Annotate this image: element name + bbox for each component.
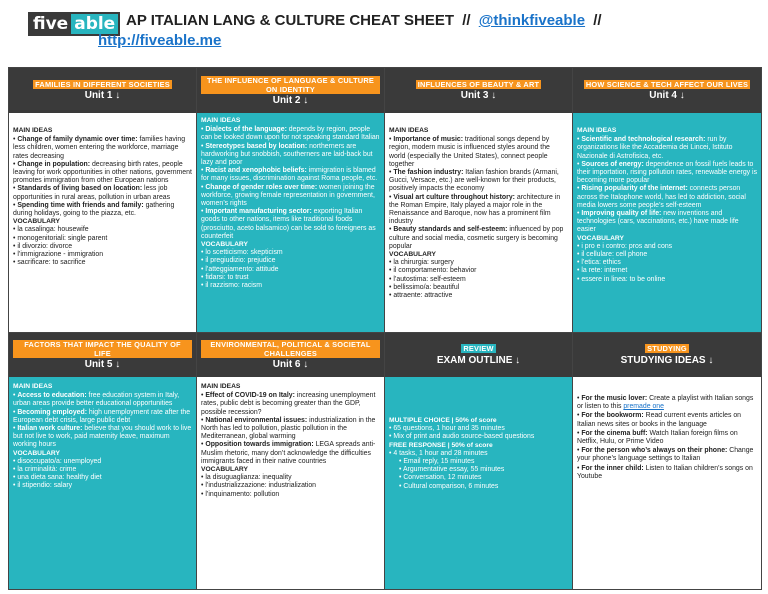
title-separator: // [462, 12, 471, 29]
main-idea: • Scientific and technological research: run by organizations like the Accademia dei Lincei, Istituto Nazionale di Astrofisica, etc. [577, 136, 733, 160]
unit-number: Unit 6 ↓ [272, 359, 309, 370]
unit-5-card [9, 332, 197, 589]
vocab-item: • sacrificare: to sacrifice [13, 259, 86, 267]
main-idea: • National environmental issues: industrialization in the North has led to pollution, plastic pollution in the Mediterranean, global warming [201, 416, 376, 441]
unit-number: Unit 1 ↓ [84, 90, 121, 101]
unit-content [9, 113, 196, 332]
unit-header [573, 68, 761, 113]
vocab-item: • il divorzio: divorce [13, 242, 73, 250]
vocab-item: • fidarsi: to trust [201, 273, 249, 281]
vocabulary-label: VOCABULARY [577, 234, 624, 242]
vocab-item: • la chirurgia: surgery [389, 259, 454, 267]
units-row-1 [9, 68, 761, 332]
studying-tag: STUDYING [647, 344, 687, 353]
unit-number: Unit 4 ↓ [649, 90, 685, 101]
vocab-item: • la casalinga: housewife [13, 226, 89, 234]
main-idea: • Effect of COVID-19 on Italy: increasing unemployment rates, public debt is becoming greater than the GDP, possible recession? [201, 392, 376, 416]
unit-content [385, 113, 572, 332]
vocab-item: • il razzismo: racism [201, 282, 262, 290]
exam-outline-card [385, 332, 573, 589]
vocab-item: • bellissimo/a: beautiful [389, 283, 460, 291]
unit-header [197, 68, 384, 113]
study-idea: • For the inner child: Listen to Italian children’s songs on Youtube [577, 464, 753, 480]
vocabulary-label: VOCABULARY [13, 218, 60, 226]
vocab-item: • il cellulare: cell phone [577, 251, 648, 259]
page-header [0, 0, 768, 60]
studying-ideas-card [573, 332, 761, 589]
logo-part-five: five [30, 14, 71, 34]
main-ideas-label: MAIN IDEAS [201, 383, 241, 390]
main-idea: • Access to education: free education system in Italy, urban areas provide better educational opportunities [13, 392, 180, 408]
exam-sub-item: • Cultural comparison, 6 minutes [399, 482, 499, 490]
vocab-item: • una dieta sana: healthy diet [13, 474, 102, 482]
main-idea: • Beauty standards and self-esteem: influenced by pop culture and social media, cosmetic surgery is becoming popular [389, 226, 564, 250]
vocab-item: • monogenitoriali: single parent [13, 234, 108, 242]
vocab-item: • la criminalità: crime [13, 466, 77, 474]
unit-header [197, 332, 384, 377]
main-idea: • Change of family dynamic over time: families having less children, women entering the workforce, marriage rates decreasing [13, 136, 186, 160]
vocabulary-label: VOCABULARY [201, 241, 248, 249]
unit-3-card [385, 68, 573, 332]
unit-title: INFLUENCES OF BEAUTY & ART [417, 80, 540, 89]
unit-title: FAMILIES IN DIFFERENT SOCIETIES [35, 80, 170, 89]
study-idea: • For the person who’s always on their phone: Change your phone’s language settings to Italian [577, 447, 754, 463]
main-idea: • The fashion industry: Italian fashion brands (Armani, Gucci, Versace, etc.) are well-known for their products, positively impacts the economy [389, 169, 559, 193]
exam-outline-content [385, 377, 572, 589]
vocab-item: • il pregiudizio: prejudice [201, 257, 276, 265]
main-ideas-label: MAIN IDEAS [201, 117, 241, 124]
unit-content [573, 113, 761, 332]
premade-playlist-link[interactable]: premade one [623, 403, 664, 411]
twitter-handle-link[interactable]: @thinkfiveable [478, 12, 586, 29]
main-idea: • Visual art culture throughout history: architecture in the Roman Empire, Italy played a major role in the Renaissance and Baroque, now has a prominent film industry [389, 193, 561, 226]
vocab-item: • essere in linea: to be online [577, 275, 666, 283]
unit-title: THE INFLUENCE OF LANGUAGE & CULTURE ON IDENTITY [201, 76, 380, 94]
unit-number: Unit 3 ↓ [460, 90, 497, 101]
review-tag: REVIEW [463, 344, 494, 353]
main-idea: • Change of gender roles over time: women joining the workforce, growing female representation in government, women’s rights [201, 183, 375, 208]
unit-header [9, 68, 196, 113]
unit-6-card [197, 332, 385, 589]
unit-1-card [9, 68, 197, 332]
vocab-item: • l’industrializzazione: industrialization [201, 482, 317, 490]
vocab-item: • il comportamento: behavior [389, 267, 477, 275]
review-header [385, 332, 572, 377]
main-idea: • Becoming employed: high unemployment rate after the European debt crisis, large public debt [13, 408, 191, 424]
cheat-sheet-grid [8, 67, 762, 590]
exam-sub-item: • Argumentative essay, 55 minutes [399, 466, 505, 474]
study-idea: • For the bookworm: Read current events articles on Italian news sites or books in the language [577, 412, 742, 428]
unit-number: Unit 2 ↓ [272, 94, 309, 106]
multiple-choice-label: MULTIPLE CHOICE | 50% of score [389, 417, 497, 424]
units-row-2 [9, 332, 761, 589]
exam-sub-item: • Email reply, 15 minutes [399, 458, 475, 466]
vocabulary-label: VOCABULARY [201, 466, 248, 474]
main-idea: • Improving quality of life: new inventions and technologies (cars, vaccinations, etc.) have made life easier [577, 210, 739, 234]
vocab-item: • l’immigrazione - immigration [13, 251, 104, 259]
main-idea: • Spending time with friends and family: gathering during holidays, going to the piazza, etc. [13, 201, 175, 218]
studying-ideas-content [573, 377, 761, 589]
exam-item: • 4 tasks, 1 hour and 28 minutes [389, 449, 488, 457]
unit-4-card [573, 68, 761, 332]
vocab-item: • la disuguaglianza: inequality [201, 474, 292, 482]
exam-sub-item: • Conversation, 12 minutes [399, 474, 482, 482]
main-ideas-label: MAIN IDEAS [13, 383, 53, 390]
unit-title: HOW SCIENCE & TECH AFFECT OUR LIVES [585, 80, 749, 89]
logo-part-able: able [71, 14, 118, 34]
unit-content [197, 377, 384, 589]
unit-title: FACTORS THAT IMPACT THE QUALITY OF LIFE [13, 340, 192, 358]
main-idea: • Importance of music: traditional songs depend by region, modern music is influenced styles around the world (especially the United States), connect people together [389, 136, 550, 168]
main-idea: • Important manufacturing sector: exporting Italian goods to other nations, items like traditional foods (prosciutto, aceto balsamico) can be sold to foreigners as counterfeit [201, 208, 376, 240]
main-idea: • Rising popularity of the internet: connects person across the Italophone world, has led to addiction, social media lowers some people’s self-esteem [577, 185, 746, 209]
unit-2-card [197, 68, 385, 332]
title-separator: // [593, 12, 602, 29]
unit-header [385, 68, 572, 113]
main-ideas-label: MAIN IDEAS [389, 127, 429, 134]
exam-item: • 65 questions, 1 hour and 35 minutes [389, 425, 505, 433]
main-idea: • Dialects of the language: depends by region, people can be looked down upon for not speaking standard Italian [201, 126, 380, 142]
main-idea: • Italian work culture: believe that you should work to live but not live to work, paid maternity leave, maximum working hours [13, 425, 192, 449]
unit-number: Unit 5 ↓ [84, 359, 121, 370]
page-title [126, 12, 606, 29]
main-idea: • Change in population: decreasing birth rates, people leaving for work opportunities in other nations, government promotes immigration from other European nations [13, 160, 192, 185]
free-response-label: FREE RESPONSE | 50% of score [389, 441, 493, 449]
fiveable-url-link[interactable]: http://fiveable.me [98, 32, 222, 49]
main-idea: • Opposition towards immigration: LEGA spreads anti-Muslim rhetoric, many don’t acknowledge the difficulties immigrants faced in their native countries [201, 441, 376, 465]
main-idea: • Sources of energy: dependence on fossil fuels leads to their importation, rising pollution rates, renewable energy is becoming more popular [577, 160, 758, 185]
review-title: EXAM OUTLINE ↓ [436, 355, 521, 366]
vocab-item: • l’autostima: self-esteem [389, 275, 466, 283]
vocab-item: • la rete: internet [577, 267, 628, 275]
vocab-item: • lo scetticismo: skepticism [201, 249, 283, 257]
main-idea: • Standards of living based on location: less job opportunities in rural areas, pollution in urban areas [13, 185, 171, 201]
main-idea: • Racist and xenophobic beliefs: immigration is blamed for many issues, discrimination against Roma people, etc. [201, 167, 378, 183]
unit-header [9, 332, 196, 377]
unit-title: ENVIRONMENTAL, POLITICAL & SOCIETAL CHALLENGES [201, 340, 380, 358]
unit-content [197, 113, 384, 332]
vocab-item: • il stipendio: salary [13, 482, 73, 490]
vocab-item: • l’etica: ethics [577, 259, 621, 267]
study-idea: • For the music lover: Create a playlist with Italian songs or listen to this premade one [577, 395, 754, 411]
main-idea: • Stereotypes based by location: northerners are hardworking but snobbish, southerners are laid-back but lazy and poor [201, 142, 373, 167]
vocab-item: • disoccupato/a: unemployed [13, 457, 102, 465]
vocab-item: • i pro e i contro: pros and cons [577, 242, 673, 250]
vocab-item: • l’inquinamento: pollution [201, 490, 280, 498]
unit-content [9, 377, 196, 589]
study-idea: • For the cinema buff: Watch Italian foreign films on Netflix, Hulu, or Prime Video [577, 429, 738, 446]
vocab-item: • attraente: attractive [389, 292, 453, 300]
studying-title: STUDYING IDEAS ↓ [620, 355, 714, 366]
main-ideas-label: MAIN IDEAS [13, 127, 53, 134]
exam-item: • Mix of print and audio source-based questions [389, 433, 535, 441]
main-ideas-label: MAIN IDEAS [577, 127, 617, 134]
vocab-item: • l’atteggiamento: attitude [201, 265, 279, 273]
vocabulary-label: VOCABULARY [389, 251, 436, 259]
title-text: AP ITALIAN LANG & CULTURE CHEAT SHEET [126, 12, 455, 29]
vocabulary-label: VOCABULARY [13, 449, 60, 457]
studying-header [573, 332, 761, 377]
